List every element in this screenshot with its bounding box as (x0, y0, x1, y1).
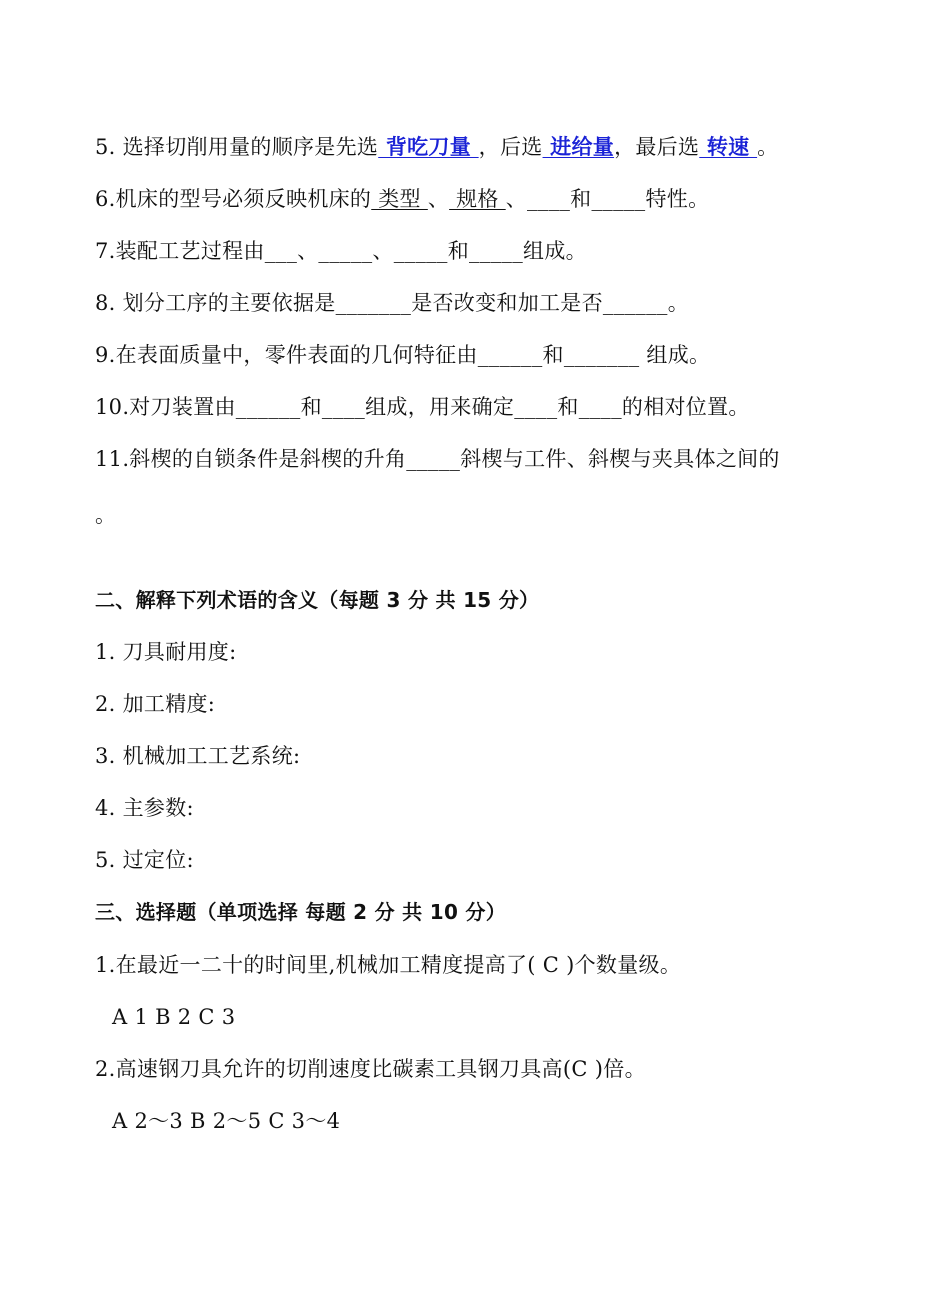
choice-question-1-options: A 1 B 2 C 3 (112, 1005, 236, 1029)
term-item: 1. 刀具耐用度: (95, 640, 237, 664)
q6-text-rest: 、____和_____特性。 (505, 187, 710, 211)
question-8: 8. 划分工序的主要依据是_______是否改变和加工是否______。 (95, 291, 690, 315)
term-item: 3. 机械加工工艺系统: (95, 744, 301, 768)
q5-answer-2: 进给量 (542, 135, 615, 159)
question-10: 10.对刀装置由______和____组成，用来确定____和____的相对位置。 (95, 395, 750, 419)
choice-question-2: 2.高速钢刀具允许的切削速度比碳素工具钢刀具高(C )倍。 (95, 1057, 646, 1081)
choice-question-2-options: A 2～3 B 2～5 C 3～4 (112, 1109, 341, 1133)
q6-answer-2: 规格 (449, 187, 506, 211)
q6-answer-1: 类型 (371, 187, 428, 211)
choice-question-1: 1.在最近一二十的时间里,机械加工精度提高了( C )个数量级。 (95, 953, 682, 977)
question-11-line-2: 。 (95, 503, 117, 527)
question-11-line-1: 11.斜楔的自锁条件是斜楔的升角_____斜楔与工件、斜楔与夹具体之间的 (95, 447, 780, 471)
question-7: 7.装配工艺过程由___、_____、_____和_____组成。 (95, 239, 587, 263)
q5-text-before: 5. 选择切削用量的顺序是先选 (95, 135, 379, 159)
term-item: 5. 过定位: (95, 848, 194, 872)
question-5 (95, 132, 778, 162)
q5-text-end: 。 (757, 135, 779, 159)
q6-separator: 、 (427, 187, 450, 211)
q5-answer-1: 背吃刀量 (378, 135, 479, 159)
q6-text-before: 6.机床的型号必须反映机床的 (95, 187, 372, 211)
term-item: 4. 主参数: (95, 796, 194, 820)
q5-answer-3: 转速 (699, 135, 758, 159)
section-3-heading: 三、选择题（单项选择 每题 2 分 共 10 分） (95, 900, 507, 924)
section-2-heading: 二、解释下列术语的含义（每题 3 分 共 15 分） (95, 588, 540, 612)
q5-text-mid2: ，最后选 (614, 135, 700, 159)
q5-text-mid1: ，后选 (478, 135, 543, 159)
question-9: 9.在表面质量中，零件表面的几何特征由______和_______ 组成。 (95, 343, 711, 367)
term-item: 2. 加工精度: (95, 692, 216, 716)
question-6 (95, 184, 709, 214)
